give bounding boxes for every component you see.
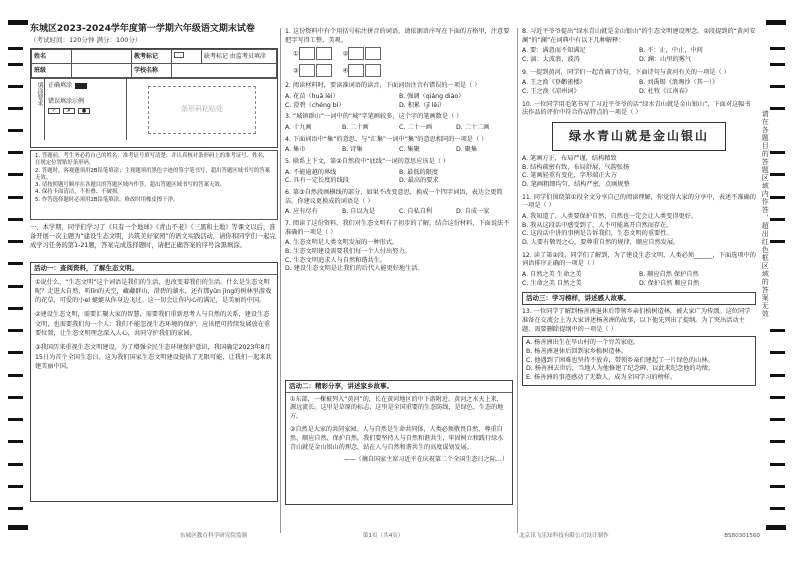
timing-mark (770, 485, 785, 488)
q2-text: 2. 阅读材料时，要读准词语的读音，下面词语注音有错误的一项是（ ） (285, 82, 481, 90)
q12-option[interactable]: B. 顺应自然 保护自然 (639, 270, 699, 278)
q7-option[interactable]: B. 生态文明建设需要我们每一个人付出努力。 (285, 248, 411, 256)
barcode-area (148, 86, 256, 134)
q12-option[interactable]: C. 生命之美 自然之美 (522, 279, 582, 287)
q11-option[interactable]: C. 这段话中讲的事例是告诉我们，生态文明的重要性。 (522, 230, 673, 238)
filled-bubble-icon (75, 83, 87, 89)
timing-mark (8, 107, 23, 110)
q1-text: 1. 这份资料中有个用括号标注拼音的词语，请依据语序写在下面的方格里，注意要把字写得工整、美观。 (285, 28, 510, 44)
barcode-label: 条形码粘贴处 (181, 104, 223, 113)
q12-option[interactable]: D. 保护自然 顺应自然 (639, 279, 700, 287)
q9-option[interactable]: C. 王之涣《凉州词》 (522, 88, 580, 96)
wrong-bubble-icon: ● (78, 108, 90, 114)
q10-option[interactable]: A. 笔画方正，布局严谨，结构精致 (522, 154, 617, 162)
middle-column (285, 28, 513, 278)
timing-mark (8, 47, 23, 50)
section-intro: 一、本学期，同学们学习了《只有一个地球》《青山不老》《三黑和土地》等课文以后，准备开展一次主题为“建设生态文明，共筑美好家园”的语文实践活动，请你和同学们一起完成学习任务的第1-21题，答案完成选择题时，请把正确答案的序号涂黑填涂。 (30, 224, 276, 249)
activity2-box (285, 380, 513, 505)
q1-label: ③ (293, 67, 299, 75)
q4-option[interactable]: B. 诗集 (342, 146, 363, 154)
timing-mark (8, 20, 28, 25)
exam-title (30, 24, 278, 44)
timing-mark (770, 173, 785, 176)
timing-mark (8, 418, 23, 421)
timing-mark (770, 463, 785, 466)
activity1-paragraph: ②建设生态文明，需要汇聚大家的智慧，需要我们重新思考人与自然的关系，建设生态文明，也需要我们每一个人：我们不能忽视生态环境的保护，应该把可持续发展放在重要位置，让生态文明理念深入人心，共同守护我们的家园。 (35, 311, 271, 338)
q13-text: 13. 一位同学了解到杨善洲退休后带领乡亲们植树造林，被大家广为传颂。这位同学准备在交流会上为大家讲述杨善洲的故事，以下他先列出了提纲。为了突出活动主题，需要删除提纲中的一项是（ ） (522, 308, 751, 333)
seal-note: 缺考标记 由监考员填涂 (202, 50, 277, 64)
timing-mark (770, 63, 785, 66)
q6-option[interactable]: B. 自以为是 (342, 208, 375, 216)
activity1-heading: 活动一：查阅资料，了解生态文明。 (31, 263, 277, 275)
q9-option[interactable]: A. 王之涣《登鹳雀楼》 (522, 79, 586, 87)
q10-text: 10. 一位同学用毛笔书写了习近平爷爷的话“绿水青山就是金山银山”，下面对这幅书法作品的评价中符合作品特点的一项是（ ） (522, 100, 751, 117)
timing-mark (8, 129, 23, 132)
q7-text: 7. 阅读了这份资料，我们对生态文明有了初步的了解，结合这份材料，下面说法不准确的一项是（ ） (285, 220, 510, 236)
timing-mark (766, 20, 786, 25)
q1-label: ④ (342, 67, 349, 75)
q1-answer-3[interactable] (293, 64, 333, 77)
q13-option[interactable]: B. 杨善洲退休后回到家乡植树造林。 (526, 348, 627, 356)
q9-option[interactable]: B. 刘禹锡《浪淘沙（其一）》 (639, 79, 719, 87)
timing-mark (770, 196, 785, 199)
timing-mark (8, 525, 28, 530)
q11-option[interactable]: A. 我知道了，人类要保护自然，自然也一定会让人类变得更好。 (522, 212, 698, 220)
exam-meta: （考试时间：120分钟 满分：100分） (30, 35, 142, 44)
side-warning: 请在各题目的答题区域内作答，超出红色框区域的答案无效 (761, 110, 770, 318)
timing-mark (770, 151, 785, 154)
timing-mark (8, 507, 23, 510)
q5-text: 5. 联系上下文，第②自然段中“底线”一词的意思应该是（ ） (285, 158, 450, 166)
timing-mark (770, 351, 785, 354)
correct-fill-label: 正确填涂 (48, 82, 73, 89)
activity1-paragraph: ①说什么，“生态文明”这个词语是我们的生活，也改变着我们的生活。什么是生态文明呢？走进大自然，听lǐn的天空，藏藏群山，澄碧的湖水，还有那yǔn jìng的树林里游戏的花草，可爱的小el 蜓蜓从你身边飞过。这一切会让你内心的满足，是美丽的中国。 (35, 278, 272, 305)
q5-option[interactable]: C. 具有一定长度的线段 (285, 177, 349, 185)
timing-mark (770, 507, 785, 510)
activity2-paragraph: ①东部，一棵被列入“黄河”的，长在黄河地区的中下游附近。黄河之水天上来，源远流长。这里是草原的标志，这里是全国重要的生态防线，是绿色、生态的地方。 (290, 395, 504, 421)
q13-option[interactable]: A. 杨善洲出生在旱山村的一个穷苦家庭。 (526, 339, 640, 347)
q4-text: 4. 下面词语中“集”的意思，与“汇集”一词中“集”的意思相同的一项是（ ） (285, 135, 488, 143)
notes-section (30, 150, 278, 220)
q8-option[interactable]: D. 澜：山里的雾气 (639, 56, 692, 64)
timing-mark (766, 525, 786, 530)
q2-option[interactable]: C. 澄碧（chéng bì） (285, 101, 345, 109)
q6-text: 6. 第③自然段画横线的部分，如果不改变意思，换成一个四字词语，表达会更简洁。你建议更换成的词语是（ ） (285, 189, 503, 205)
q8-option[interactable]: A. 要：满意而不知满足 (522, 47, 586, 55)
footer (30, 533, 760, 540)
activity2-paragraph: ②自然是大家的共同家园。人与自然是生命共同体，人类必须敬畏自然、尊重自然、顺应自然、保护自然。我们要坚持人与自然和谐共生，牢固树立和践行绿水青山就是金山银山的理念，站在人与自然和谐共生的高度谋划发展。 (290, 426, 504, 451)
fill-label: 填涂要求 (31, 79, 45, 140)
timing-mark (8, 440, 23, 443)
q5-option[interactable]: D. 最高的要求 (399, 177, 439, 185)
q10-option[interactable]: B. 结构疏密有致，布局舒展，气韵张扬 (522, 163, 630, 171)
q12-option[interactable]: A. 自然之美 生命之美 (522, 270, 582, 278)
timing-mark (770, 218, 785, 221)
q11-option[interactable]: B. 我从这段话中感受到了，人不可能离开自然而存在。 (522, 221, 673, 229)
timing-mark (770, 107, 785, 110)
q9-option[interactable]: D. 杜牧《江南春》 (639, 88, 692, 96)
note-item: 1. 答题前，考生务必将自己的姓名、准考证号填写清楚，并认真核对条形码上的准考证号、姓名，在规定位置贴好条形码。 (35, 153, 269, 167)
q2-option[interactable]: B. 强调（qiáng diào） (399, 93, 465, 101)
q10-option[interactable]: C. 笔画轻重有变化，字形端正大方 (522, 172, 617, 180)
q1-answer-2[interactable] (343, 47, 383, 60)
right-column (522, 28, 756, 386)
q1-label: ① (293, 50, 299, 58)
note-item: 5. 作答选择题时必须用2B铅笔填涂，修改时用橡皮擦干净。 (35, 196, 179, 203)
activity3-heading: 活动三：学习榜样，讲述感人故事。 (522, 292, 756, 305)
q3-option[interactable]: A. 十九画 (285, 124, 312, 132)
timing-mark (8, 285, 23, 288)
q4-option[interactable]: C. 集聚 (399, 146, 420, 154)
class-label: 班级 (32, 64, 72, 78)
timing-mark (770, 418, 785, 421)
q7-option[interactable]: D. 建设生态文明是让我们的后代人能更好地生活。 (285, 265, 424, 273)
q13-option[interactable]: C. 他遇到了困难也坚持不放弃，带领乡亲们建起了一片绿色的山林。 (526, 356, 714, 364)
calligraphy-text: 绿水青山就是金山银山 (568, 129, 709, 144)
q6-option[interactable]: D. 自成一家 (456, 208, 490, 216)
q7-option[interactable]: C. 生态文明追求人与自然和谐共生。 (285, 256, 387, 264)
timing-mark (8, 218, 23, 221)
q3-text: 3. “城镇群山”一词中的“城”字笔画较多，这个字的笔画数是（ ） (285, 113, 463, 121)
timing-mark (770, 240, 785, 243)
q13-option[interactable]: E. 杨善洲的事迹感动了无数人，成为全国学习的榜样。 (526, 374, 677, 382)
name-field[interactable] (72, 50, 132, 64)
q11-option[interactable]: D. 人要有敬畏之心，要尊重自然的规律，顺应自然发展。 (522, 238, 680, 246)
q8-option[interactable]: C. 漓：大波浪，波涛 (522, 56, 580, 64)
timing-mark (770, 396, 785, 399)
footer-right: 北京讯飞乐知科技有限公司设计制作 (519, 533, 609, 539)
timing-mark (8, 85, 23, 88)
name-label: 姓名 (32, 50, 72, 64)
q9-text: 9. 一提到黄河，同学们一起背诵了诗句，下面诗句与黄河有关的一项是（ ） (522, 68, 730, 76)
timing-mark (8, 329, 23, 332)
timing-mark (8, 307, 23, 310)
timing-mark (8, 173, 23, 176)
note-item: 4. 保持卡面清洁，不折叠、不破损。 (35, 189, 123, 196)
note-item: 2. 答题时，客观题须用2B铅笔填涂；主观题须用黑色字迹的签字笔书写，超出答题区域书写的答案无效。 (35, 167, 271, 181)
note-item: 3. 请按照题号顺序在各题目的答题区域内作答，超出答题区域书写的答案无效。 (35, 182, 226, 189)
q4-option[interactable]: D. 聚集 (456, 146, 478, 154)
wrong-fill-label: 错误填涂示例 (48, 97, 85, 105)
timing-mark (8, 196, 23, 199)
activity1-box (30, 262, 278, 502)
column-divider (280, 28, 281, 533)
school-field[interactable] (172, 64, 277, 78)
q13-option[interactable]: D. 杨善洲去世后，当地人为他修建了纪念碑，以此来纪念他的功绩。 (526, 365, 715, 373)
q8-text: 8. 习近平爷爷提出“绿水青山就是金山银山”的生态文明建设理念。②段提到的“黄河安澜”的“澜”在词典中有以下几种解释： (522, 28, 756, 44)
timing-mark (770, 440, 785, 443)
class-field[interactable] (72, 64, 132, 78)
q5-option[interactable]: B. 最低的限度 (399, 168, 439, 176)
wrong-bubble-icon: ✗ (63, 108, 75, 114)
timing-mark (8, 151, 23, 154)
q3-option[interactable]: B. 二十画 (342, 124, 369, 132)
teacher-mark-label: 教考标记 (132, 50, 172, 64)
timing-mark (770, 85, 785, 88)
timing-mark (8, 485, 23, 488)
footer-code: BS80301560 (724, 533, 760, 539)
timing-mark (8, 463, 23, 466)
q5-option[interactable]: A. 不能逾越的界线 (285, 168, 337, 176)
page-title: 东城区2023-2024学年度第一学期六年级语文期末试卷 (30, 24, 255, 34)
calligraphy-sample (552, 122, 726, 151)
q12-text: 12. 读了第②段，同学们了解到，为了建设生态文明，人类必须______，下面选项中的词语排序正确的一项是（ ） (522, 251, 756, 268)
q8-option[interactable]: B. 不：止，中止，中间 (639, 47, 703, 55)
q1-answer-4[interactable] (343, 64, 383, 77)
q2-option[interactable]: A. 花苗（huā lèi） (285, 93, 339, 101)
school-label: 学校名称 (132, 64, 172, 78)
wrong-bubble-icon: ✓ (48, 108, 60, 114)
timing-mark (770, 47, 785, 50)
info-section (30, 48, 278, 148)
q1-answer-1[interactable] (293, 47, 333, 60)
timing-mark (770, 329, 785, 332)
timing-mark (8, 262, 23, 265)
q4-option[interactable]: A. 集市 (285, 146, 306, 154)
footer-left: 东城区教育科学研究院监制 (180, 533, 248, 539)
activity2-source: ——（摘自国家主席习近平在庆祝第二个全国生态日之际…） (343, 455, 508, 463)
q11-text: 11. 同学们围绕第①段全文分享自己的阅读理解，你觉得大家的分享中，表述不准确的一项是（ ） (522, 193, 756, 210)
timing-mark (8, 374, 23, 377)
timing-mark (770, 374, 785, 377)
timing-mark (8, 396, 23, 399)
activity1-paragraph: ③我国历来重视生态文明建设，为了增强全民生态环境保护意识，我国确定2023年8月15日为首个全国生态日。这为我们国家生态文明建设提供了无限可能，让我们一起来共建美丽中国。 (35, 344, 272, 370)
timing-mark (8, 240, 23, 243)
absent-bubble[interactable] (172, 50, 202, 64)
q10-option[interactable]: D. 笔画粗细均匀，结构严密，点画规整 (522, 180, 630, 188)
q1-label: ② (342, 50, 349, 58)
q6-option[interactable]: A. 应有尽有 (285, 208, 318, 216)
q7-option[interactable]: A. 生态文明是人类文明发展的一种形式。 (285, 239, 399, 247)
page-number: 第1页（共4页） (362, 533, 404, 539)
timing-mark (8, 63, 23, 66)
activity2-heading: 活动二：精彩分享，讲述家乡故事。 (286, 381, 512, 393)
q3-option[interactable]: C. 二十一画 (399, 124, 433, 132)
q6-option[interactable]: C. 自私自利 (399, 208, 433, 216)
q2-option[interactable]: D. 积累（jī lěi） (399, 101, 446, 109)
column-divider (517, 28, 518, 533)
q3-option[interactable]: D. 二十二画 (456, 124, 490, 132)
timing-mark (8, 351, 23, 354)
